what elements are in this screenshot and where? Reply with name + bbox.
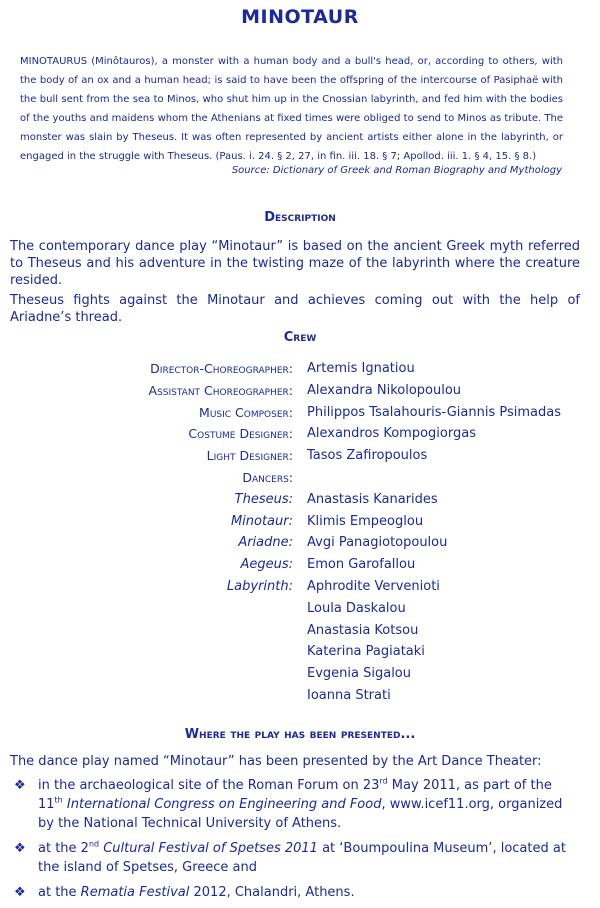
crew-name: Avgi Panagiotopoulou xyxy=(307,535,448,551)
crew-name: Anastasis Kanarides xyxy=(307,491,438,507)
crew-role: Aegeus: xyxy=(240,557,293,573)
presented-intro: The dance play named “Minotaur” has been presented by the Art Dance Theater: xyxy=(10,754,542,769)
list-item xyxy=(14,839,580,877)
superscript: nd xyxy=(88,839,100,849)
crew-name: Alexandros Kompogiorgas xyxy=(307,426,476,442)
crew-role: Minotaur: xyxy=(230,513,293,529)
crew-role: Director-Choreographer: xyxy=(150,361,293,376)
crew-row xyxy=(0,576,600,598)
crew-row xyxy=(0,663,600,685)
crew-name: Ioanna Strati xyxy=(307,687,391,703)
congress-name: International Congress on Engineering and Food xyxy=(66,797,382,812)
crew-row xyxy=(0,489,600,511)
crew-row xyxy=(0,532,600,554)
intro-paragraph: MINOTAURUS (Minôtauros), a monster with a human body and a bull's head, or, according to others, with the body of an ox and a human head; is said to have been the offspring of the intercourse of Pasiphaë with the bull sent from the sea to Minos, who shut him up in the Cnossian labyrinth, and fed him with the bodies of the youths and maidens whom the Athenians at fixed times were obliged to send to Minos as tribute. The monster was slain by Theseus. It was often represented by ancient artists either alone in the labyrinth, or engaged in the struggle with Theseus. (Paus. i. 24. § 2, 27, in fin. iii. 18. § 7; Apollod. iii. 1. § 4, 15. § 8.) xyxy=(20,56,563,162)
text: in the archaeological site of the Roman Forum on 23 xyxy=(38,778,380,793)
diamond-bullet-icon: ❖ xyxy=(14,885,26,900)
crew-name: Tasos Zafiropoulos xyxy=(307,448,428,464)
diamond-bullet-icon: ❖ xyxy=(14,778,26,793)
crew-name: Loula Daskalou xyxy=(307,600,406,616)
crew-row xyxy=(0,358,600,380)
crew-name: Evgenia Sigalou xyxy=(307,666,411,682)
crew-row xyxy=(0,641,600,663)
crew-name: Emon Garofallou xyxy=(307,557,416,573)
description-paragraph-2: Theseus fights against the Minotaur and achieves coming out with the help of Ariadne’s thread. xyxy=(10,293,580,325)
crew-row xyxy=(0,685,600,707)
page-title: MINOTAUR xyxy=(241,6,359,28)
diamond-bullet-icon: ❖ xyxy=(14,841,26,856)
crew-role: Labyrinth: xyxy=(226,578,293,594)
crew-row xyxy=(0,511,600,533)
crew-name: Katerina Pagiataki xyxy=(307,644,425,660)
crew-row xyxy=(0,598,600,620)
crew-name: Anastasia Kotsou xyxy=(307,622,419,638)
crew-row xyxy=(0,620,600,642)
text: May 2011, as part of the 11 xyxy=(38,778,552,812)
crew-role: Theseus: xyxy=(234,491,293,507)
crew-list xyxy=(0,358,600,707)
crew-role: Ariadne: xyxy=(238,535,293,551)
text: , www.icef11.org, organized by the National Technical University of Athens. xyxy=(38,797,563,831)
crew-name: Philippos Tsalahouris-Giannis Psimadas xyxy=(307,404,561,420)
crew-row xyxy=(0,380,600,402)
crew-role: Dancers: xyxy=(242,469,293,485)
crew-name: Alexandra Nikolopoulou xyxy=(307,382,462,398)
presented-heading: Where the play has been presented... xyxy=(184,727,416,742)
crew-name: Klimis Empeoglou xyxy=(307,513,424,529)
source-citation: Source: Dictionary of Greek and Roman Biography and Mythology xyxy=(231,165,562,176)
crew-heading: Crew xyxy=(283,330,317,345)
crew-row xyxy=(0,467,600,489)
crew-name: Aphrodite Vervenioti xyxy=(307,578,440,594)
crew-row xyxy=(0,554,600,576)
list-item xyxy=(14,883,580,902)
festival-name: Cultural Festival of Spetses 2011 xyxy=(103,841,318,856)
crew-role: Music Composer: xyxy=(199,404,293,420)
superscript: th xyxy=(54,795,63,805)
superscript: rd xyxy=(379,776,388,786)
list-item xyxy=(14,776,580,833)
crew-role: Assistant Choreographer: xyxy=(148,382,293,398)
crew-row xyxy=(0,423,600,445)
crew-role: Costume Designer: xyxy=(188,426,293,442)
description-heading: Description xyxy=(264,210,336,225)
crew-row xyxy=(0,445,600,467)
text: at the xyxy=(38,885,81,900)
description-paragraph-1: The contemporary dance play “Minotaur” is based on the ancient Greek myth referred to Theseus and his adventure in the twisting maze of the labyrinth where the creature resided. xyxy=(10,239,580,288)
presentation-list xyxy=(14,776,580,908)
text: 2012, Chalandri, Athens. xyxy=(189,885,355,900)
text: at the 2 xyxy=(38,841,89,856)
crew-row xyxy=(0,402,600,424)
crew-name: Artemis Ignatiou xyxy=(307,361,415,376)
text: at ‘Boumpoulina Museum’, located at the island of Spetses, Greece and xyxy=(38,841,566,875)
crew-role: Light Designer: xyxy=(206,448,293,464)
festival-name: Rematia Festival xyxy=(80,885,190,900)
